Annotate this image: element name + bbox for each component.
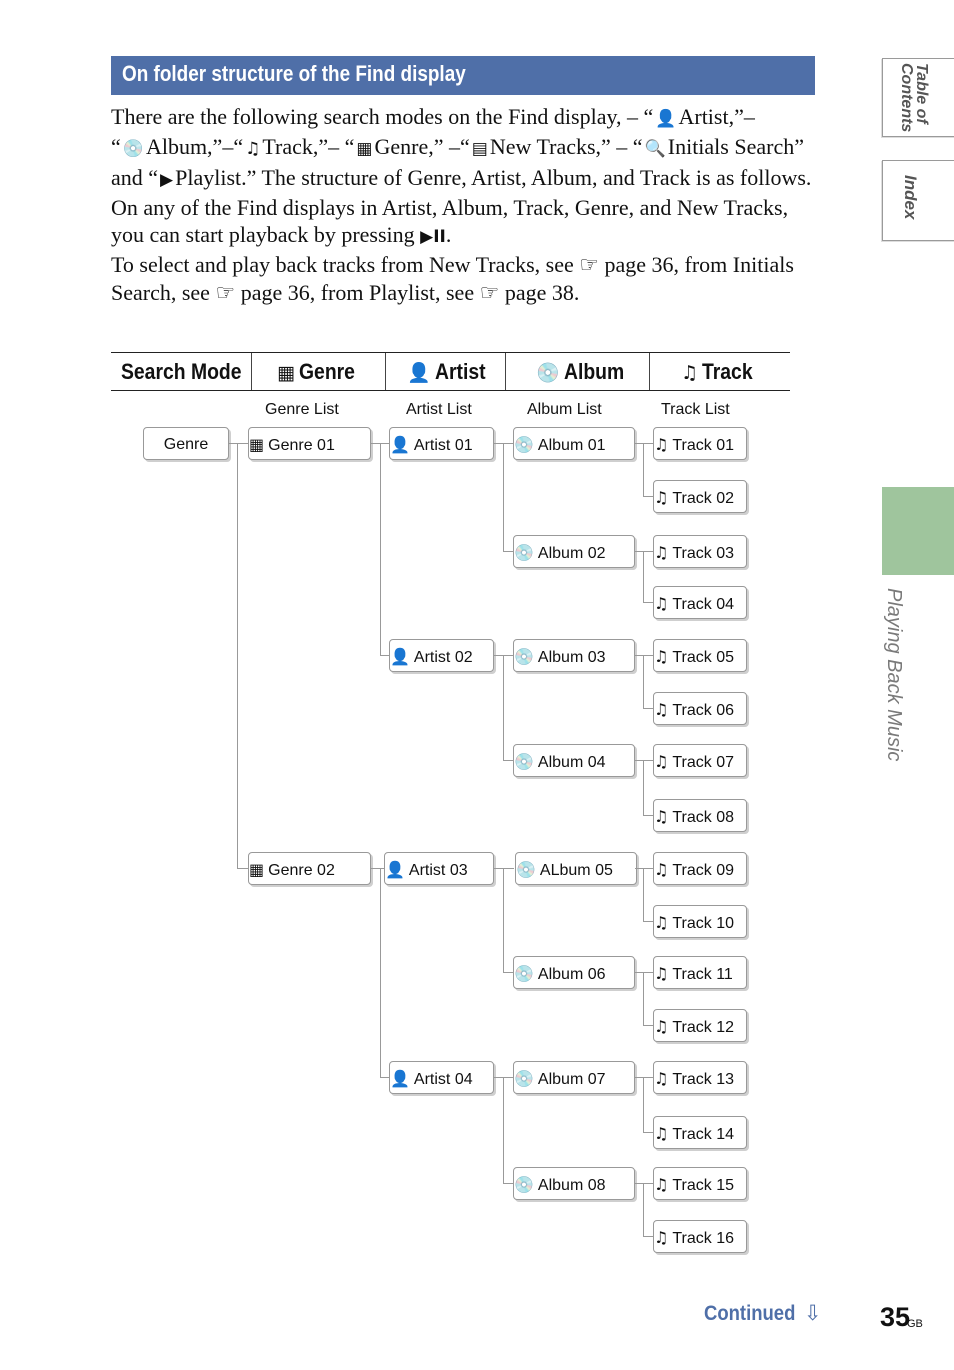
track-item-label: Track 09 <box>672 862 734 879</box>
tree-connector <box>503 1077 504 1183</box>
artist-list-caption: Artist List <box>406 401 472 418</box>
artist-item[interactable] <box>389 639 494 672</box>
album-item[interactable] <box>513 956 635 989</box>
tree-connector <box>643 655 644 708</box>
new-tracks-icon: ▤ <box>471 139 488 160</box>
tree-connector <box>229 443 248 444</box>
genre-item[interactable] <box>248 427 371 460</box>
tree-connector <box>643 760 644 815</box>
genre-item[interactable] <box>248 852 371 885</box>
track-item[interactable] <box>653 639 747 672</box>
track-icon: ♫ <box>654 1124 669 1143</box>
track-item[interactable] <box>653 1061 747 1094</box>
track-list-caption: Track List <box>661 401 730 418</box>
tree-connector <box>643 551 644 602</box>
artist-icon: 👤 <box>390 647 410 666</box>
divider <box>649 353 650 390</box>
album-item[interactable] <box>513 639 635 672</box>
track-icon: ♫ <box>654 807 669 826</box>
track-item[interactable] <box>653 480 747 513</box>
track-icon: ♫ <box>654 594 669 613</box>
album-item[interactable] <box>513 744 635 777</box>
artist-item[interactable] <box>389 1061 494 1094</box>
album-icon: 💿 <box>514 435 534 454</box>
tree-connector <box>643 1236 653 1237</box>
arrow-down-icon: ⇩ <box>803 1301 822 1325</box>
tree-connector <box>643 815 653 816</box>
tree-connector <box>643 1077 644 1132</box>
track-item-label: Track 01 <box>672 437 734 454</box>
tree-connector <box>503 760 513 761</box>
tree-connector <box>503 1183 513 1184</box>
album-item-label: Album 07 <box>537 1071 606 1088</box>
track-item[interactable] <box>653 427 747 460</box>
continued-link[interactable]: Continued ⇩ <box>704 1301 822 1325</box>
album-icon: 💿 <box>516 860 536 879</box>
track-item-label: Track 16 <box>672 1230 734 1247</box>
genre-item-label: Genre 01 <box>268 437 335 454</box>
tree-connector <box>643 868 644 921</box>
intro-paragraph-2: On any of the Find displays in Artist, Album, Track, Genre, and New Tracks, you can start playback by pressing ▶II. <box>111 194 789 248</box>
page-number: 35 <box>880 1302 911 1332</box>
tree-connector <box>494 1077 514 1078</box>
divider <box>505 353 506 390</box>
track-icon: ♫ <box>681 362 699 384</box>
track-item[interactable] <box>653 852 747 885</box>
tree-connector <box>494 443 514 444</box>
track-item-label: Track 11 <box>672 966 733 983</box>
header-album: 💿 Album <box>536 353 632 390</box>
track-icon: ♫ <box>654 647 669 666</box>
tree-connector <box>380 1077 389 1078</box>
album-item-label: Album 01 <box>537 437 606 454</box>
track-icon: ♫ <box>654 1175 669 1194</box>
track-item[interactable] <box>653 1009 747 1042</box>
track-item[interactable] <box>653 535 747 568</box>
page-suffix: GB <box>907 1318 923 1330</box>
track-item-label: Track 03 <box>672 545 734 562</box>
track-item[interactable] <box>653 1116 747 1149</box>
artist-item-label: Artist 04 <box>413 1071 473 1088</box>
genre-icon: ▦ <box>249 435 265 454</box>
album-item[interactable] <box>513 427 635 460</box>
tree-connector <box>643 443 644 496</box>
track-icon: ♫ <box>654 1069 669 1088</box>
track-item-label: Track 12 <box>672 1019 734 1036</box>
artist-item[interactable] <box>389 427 494 460</box>
tab-index[interactable] <box>882 160 954 241</box>
tree-connector <box>380 655 389 656</box>
artist-icon: 👤 <box>390 1069 410 1088</box>
page-ref-icon: ☞ <box>479 279 500 305</box>
page-ref-icon: ☞ <box>215 279 236 305</box>
track-icon: ♫ <box>654 1228 669 1247</box>
album-item-label: Album 08 <box>537 1177 606 1194</box>
intro-paragraph-3: To select and play back tracks from New Tracks, see ☞ page 36, from Initials Search, see ☞ page 36, from Playlist, see ☞ page 38. <box>111 252 794 305</box>
playlist-icon: ▶ <box>160 169 174 190</box>
tree-connector <box>635 760 653 761</box>
section-title-bar <box>111 56 815 95</box>
artist-icon: 👤 <box>655 109 677 129</box>
page-ref-icon: ☞ <box>579 252 599 278</box>
track-icon: ♫ <box>654 913 669 932</box>
header-artist: 👤 Artist <box>407 353 492 390</box>
tree-connector <box>503 443 504 551</box>
tree-connector <box>643 602 653 603</box>
section-label: Playing Back Music <box>883 588 905 762</box>
album-icon: 💿 <box>514 964 534 983</box>
track-item-label: Track 10 <box>672 915 734 932</box>
track-item-label: Track 02 <box>672 490 734 507</box>
artist-icon: 👤 <box>385 860 405 879</box>
track-icon: ♫ <box>654 860 669 879</box>
track-item-label: Track 06 <box>672 702 734 719</box>
track-icon: ♫ <box>654 964 669 983</box>
track-item-label: Track 04 <box>672 596 734 613</box>
track-item-label: Track 14 <box>672 1126 734 1143</box>
tree-connector <box>380 868 381 1077</box>
album-item-label: Album 04 <box>537 754 606 771</box>
tree-connector <box>635 655 653 656</box>
track-item[interactable] <box>653 799 747 832</box>
album-icon: 💿 <box>536 362 560 384</box>
track-item-label: Track 15 <box>672 1177 734 1194</box>
tree-connector <box>635 1077 653 1078</box>
header-genre: ▦ Genre <box>277 353 363 390</box>
tree-connector <box>503 972 513 973</box>
track-icon: ♫ <box>245 139 261 160</box>
album-item-label: Album 06 <box>537 966 606 983</box>
section-title: On folder structure of the Find display <box>122 61 466 86</box>
track-icon: ♫ <box>654 700 669 719</box>
album-item[interactable] <box>515 852 637 885</box>
tree-connector <box>635 551 653 552</box>
tree-connector <box>635 1183 653 1184</box>
track-icon: ♫ <box>654 488 669 507</box>
track-icon: ♫ <box>654 435 669 454</box>
track-item[interactable] <box>653 1167 747 1200</box>
tab-table-of-contents[interactable] <box>882 58 954 137</box>
artist-item[interactable] <box>384 852 494 885</box>
track-icon: ♫ <box>654 1017 669 1036</box>
album-item[interactable] <box>513 535 635 568</box>
artist-item-label: Artist 02 <box>413 649 473 666</box>
track-item[interactable] <box>653 1220 747 1253</box>
track-item[interactable] <box>653 692 747 725</box>
artist-item-label: Artist 01 <box>413 437 473 454</box>
album-icon: 💿 <box>514 1175 534 1194</box>
album-icon: 💿 <box>514 752 534 771</box>
album-icon: 💿 <box>514 1069 534 1088</box>
track-icon: ♫ <box>654 543 669 562</box>
album-item-label: ALbum 05 <box>539 862 613 879</box>
intro-text <box>111 103 823 306</box>
track-item[interactable] <box>653 956 747 989</box>
tree-connector <box>643 1025 653 1026</box>
header-track: ♫ Track <box>681 353 760 390</box>
track-item[interactable] <box>653 744 747 777</box>
header-search-mode: Search Mode <box>121 359 242 384</box>
tree-connector <box>643 496 653 497</box>
search-mode-header <box>111 352 790 391</box>
tree-connector <box>643 1132 653 1133</box>
track-icon: ♫ <box>654 752 669 771</box>
tree-connector <box>635 868 653 869</box>
tree-connector <box>380 443 381 655</box>
intro-paragraph-1: There are the following search modes on the Find display, – “ 👤Artist,”– “ 💿Album,”–“ ♫Track,”– “ ▦Genre,” –“ ▤New Tracks,” – “ 🔍Initials Search” and “ ▶Playlist.” The structure of Genre, Artist, Album, and Track is as follows. <box>111 103 823 194</box>
tab-toc-label: Table of Contents <box>898 63 930 133</box>
tree-connector <box>237 443 238 868</box>
album-icon: 💿 <box>514 647 534 666</box>
play-pause-symbol: ▶II <box>420 227 446 248</box>
track-item-label: Track 07 <box>672 754 734 771</box>
album-list-caption: Album List <box>527 401 602 418</box>
tree-connector <box>643 708 653 709</box>
artist-icon: 👤 <box>407 362 431 384</box>
album-icon: 💿 <box>514 543 534 562</box>
artist-icon: 👤 <box>390 435 410 454</box>
track-item[interactable] <box>653 586 747 619</box>
track-item[interactable] <box>653 905 747 938</box>
track-item-label: Track 13 <box>672 1071 734 1088</box>
genre-icon: ▦ <box>249 860 265 879</box>
album-icon: 💿 <box>122 139 144 160</box>
genre-icon: ▦ <box>277 362 295 384</box>
genre-list-caption: Genre List <box>265 401 339 418</box>
album-item-label: Album 03 <box>537 649 606 666</box>
genre-root-item[interactable]: Genre <box>143 427 229 460</box>
tree-connector <box>494 655 514 656</box>
initials-search-icon: 🔍 <box>644 139 666 160</box>
track-item-label: Track 08 <box>672 809 734 826</box>
divider <box>385 353 386 390</box>
tab-index-label: Index <box>901 175 920 220</box>
album-item[interactable] <box>513 1167 635 1200</box>
tree-connector <box>635 972 653 973</box>
tree-connector <box>643 921 653 922</box>
tree-connector <box>503 655 504 760</box>
artist-item-label: Artist 03 <box>408 862 468 879</box>
tree-connector <box>643 972 644 1025</box>
tree-connector <box>635 443 653 444</box>
tree-connector <box>643 1183 644 1236</box>
track-item-label: Track 05 <box>672 649 734 666</box>
album-item[interactable] <box>513 1061 635 1094</box>
tree-connector <box>503 551 513 552</box>
tree-connector <box>503 868 504 972</box>
genre-icon: ▦ <box>356 139 373 160</box>
album-item-label: Album 02 <box>537 545 606 562</box>
divider <box>251 353 252 390</box>
tree-connector <box>237 868 248 869</box>
genre-item-label: Genre 02 <box>268 862 335 879</box>
tree-connector <box>494 868 514 869</box>
section-indicator <box>882 487 954 575</box>
